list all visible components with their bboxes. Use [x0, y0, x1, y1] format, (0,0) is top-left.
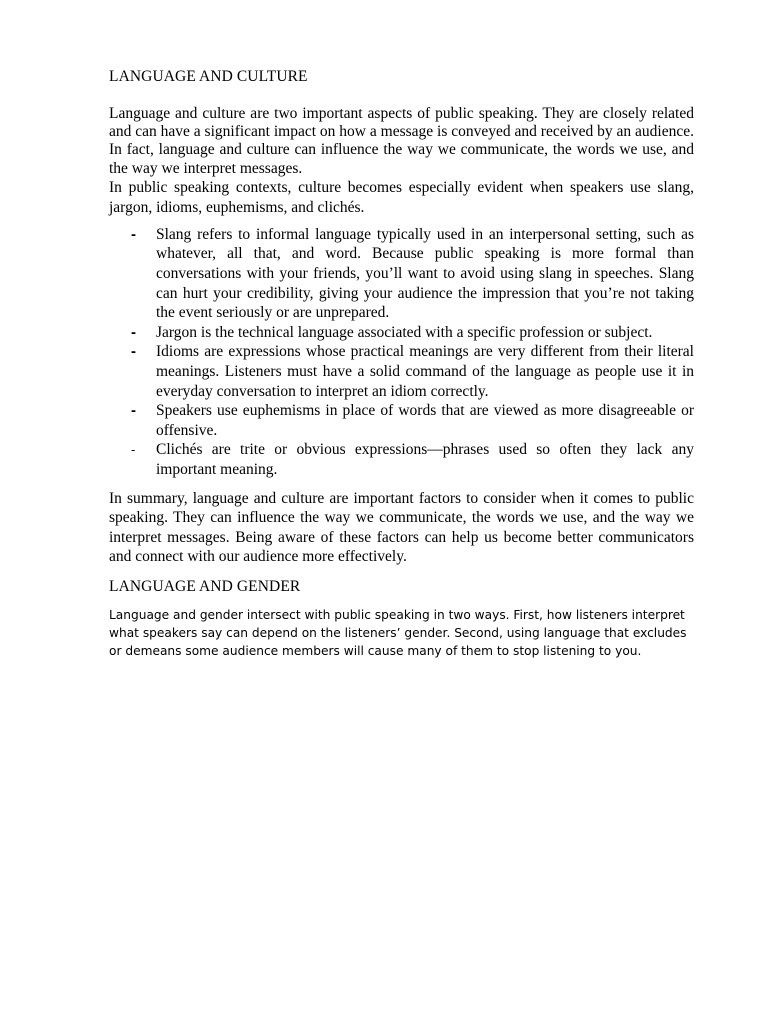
gender-paragraph: Language and gender intersect with public speaking in two ways. First, how listeners interpret what speakers say can depend on the listeners’ gender. Second, using language that excludes or demeans some audience members will cause many of them to stop listening to you. [109, 607, 687, 659]
heading-language-and-gender: LANGUAGE AND GENDER [109, 577, 301, 595]
bullet-marker: - [131, 343, 136, 361]
list-item-slang [109, 225, 694, 323]
heading-language-and-culture: LANGUAGE AND CULTURE [109, 68, 308, 85]
list-item-text: Slang refers to informal language typically used in an interpersonal setting, such as whatever, all that, and word. Because public speaking is more formal than conversations with your friends, you’ll want to avoid using slang in speeches. Slang can hurt your credibility, giving your audience the impression that you’re not taking the event seriously or are unprepared. [156, 225, 694, 322]
bullet-marker: - [131, 402, 136, 420]
list-item-jargon [109, 323, 694, 343]
list-item-euphemisms [109, 401, 694, 440]
intro-paragraph-culture: In public speaking contexts, culture becomes especially evident when speakers use slang, jargon, idioms, euphemisms, and clichés. [109, 178, 694, 216]
document-page [109, 66, 694, 661]
summary-paragraph: In summary, language and culture are important factors to consider when it comes to public speaking. They can influence the way we communicate, the words we use, and the way we interpret messages. Being aware of these factors can help us become better communicators and connect with our audience more effectively. [109, 489, 694, 566]
list-item-idioms [109, 342, 694, 401]
list-item-text: Jargon is the technical language associated with a specific profession or subject. [156, 323, 653, 341]
list-item-cliches [109, 440, 694, 479]
list-item-text: Speakers use euphemisms in place of words that are viewed as more disagreeable or offensive. [156, 402, 694, 439]
bullet-marker: - [131, 442, 136, 458]
bullet-list [109, 225, 694, 480]
bullet-marker: - [131, 323, 136, 341]
list-item-text: Clichés are trite or obvious expressions—phrases used so often they lack any important meaning. [156, 441, 694, 478]
intro-paragraph: Language and culture are two important aspects of public speaking. They are closely related and can have a significant impact on how a message is conveyed and received by an audience. In fact, language and culture can influence the way we communicate, the words we use, and the way we interpret messages. [109, 105, 694, 177]
list-item-text: Idioms are expressions whose practical meanings are very different from their literal meanings. Listeners must have a solid command of the language as people use it in everyday conversation to interpret an idiom correctly. [156, 343, 694, 400]
bullet-marker: - [131, 225, 136, 243]
